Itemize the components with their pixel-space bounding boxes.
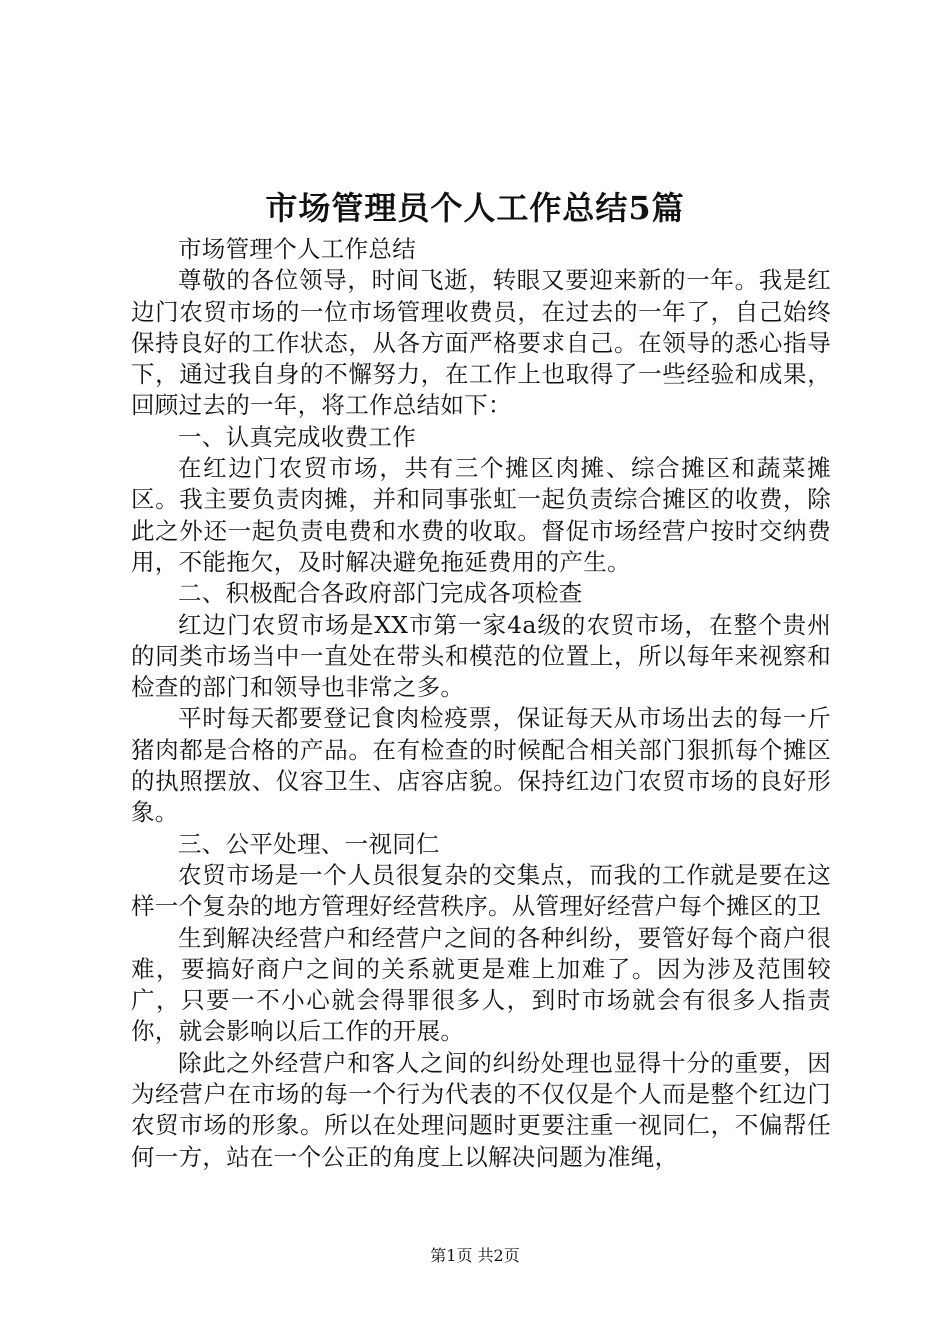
intro-heading: 市场管理个人工作总结 bbox=[178, 235, 416, 263]
document-title: 市场管理员个人工作总结5篇 bbox=[265, 189, 685, 227]
page-number-footer: 第1页 共2页 bbox=[430, 1246, 520, 1265]
paragraph-section-2b: 平时每天都要登记食肉检疫票，保证每天从市场出去的每一斤猪肉都是合格的产品。在有检查的时候配合相关部门狠抓每个摊区的执照摆放、仪容卫生、店容店貌。保持红边门农贸市场的良好形象。 bbox=[131, 704, 831, 827]
paragraph-section-3c: 除此之外经营户和客人之间的纠纷处理也显得十分的重要，因为经营户在市场的每一个行为代表的不仅仅是个人而是整个红边门农贸市场的形象。所以在处理问题时更要注重一视同仁，不偏帮任何一方，站在一个公正的角度上以解决问题为准绳， bbox=[131, 1048, 831, 1171]
paragraph-intro: 尊敬的各位领导，时间飞逝，转眼又要迎来新的一年。我是红边门农贸市场的一位市场管理收费员，在过去的一年了，自己始终保持良好的工作状态，从各方面严格要求自己。在领导的悉心指导下，通过我自身的不懈努力，在工作上也取得了一些经验和成果，回顾过去的一年，将工作总结如下： bbox=[131, 266, 831, 420]
paragraph-section-1: 在红边门农贸市场，共有三个摊区肉摊、综合摊区和蔬菜摊区。我主要负责肉摊，并和同事张虹一起负责综合摊区的收费，除此之外还一起负责电费和水费的收取。督促市场经营户按时交纳费用，不能拖欠，及时解决避免拖延费用的产生。 bbox=[131, 454, 831, 576]
document-body bbox=[131, 234, 831, 1173]
paragraph-section-3a: 农贸市场是一个人员很复杂的交集点，而我的工作就是要在这样一个复杂的地方管理好经营秩序。从管理好经营户每个摊区的卫 bbox=[131, 860, 831, 921]
section-heading-1: 一、认真完成收费工作 bbox=[178, 422, 416, 451]
paragraph-section-2a: 红边门农贸市场是XX市第一家4a级的农贸市场，在整个贵州的同类市场当中一直处在带头和模范的位置上，所以每年来视察和检查的部门和领导也非常之多。 bbox=[131, 610, 831, 702]
paragraph-section-3b: 生到解决经营户和经营户之间的各种纠纷，要管好每个商户很难，要搞好商户之间的关系就更是难上加难了。因为涉及范围较广，只要一不小心就会得罪很多人，到时市场就会有很多人指责你，就会影响以后工作的开展。 bbox=[131, 923, 831, 1046]
section-heading-3: 三、公平处理、一视同仁 bbox=[178, 829, 440, 858]
section-heading-2: 二、积极配合各政府部门完成各项检查 bbox=[178, 579, 583, 608]
